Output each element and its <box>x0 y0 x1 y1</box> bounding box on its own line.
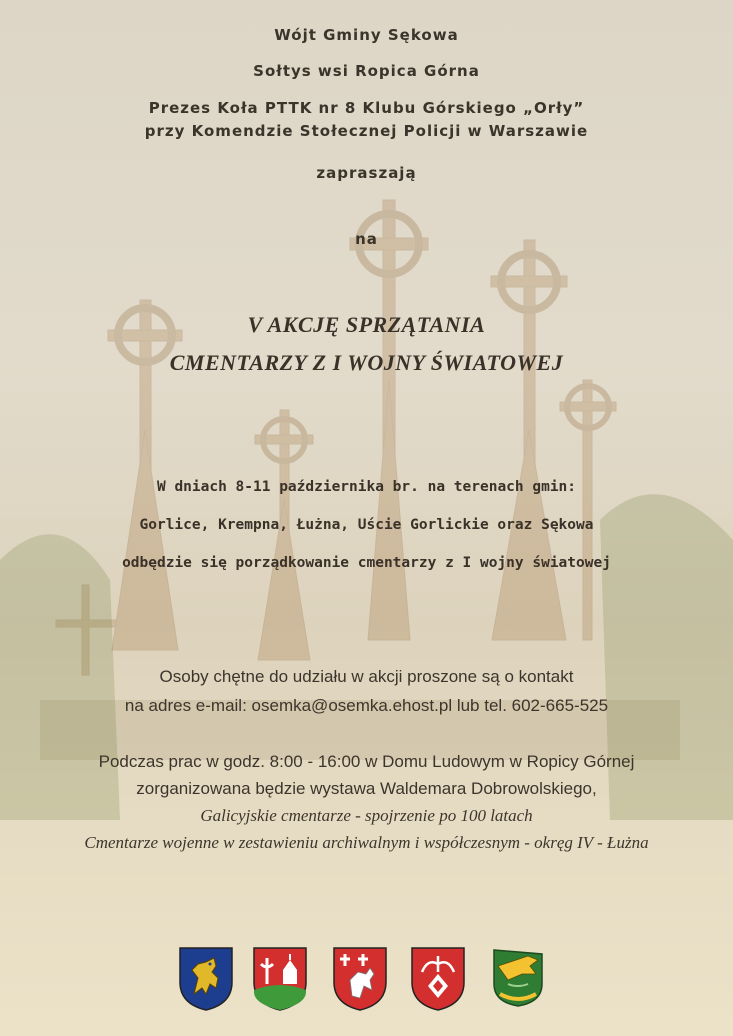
eagle-badge-icon <box>488 944 548 1012</box>
invite-text: zapraszają <box>316 164 417 182</box>
cross-eagle-crest-icon <box>330 944 390 1012</box>
organizer-line-soltys: Sołtys wsi Ropica Górna <box>253 62 480 80</box>
fountain-crest-icon <box>408 944 468 1012</box>
exhibition-line1: Podczas prac w godz. 8:00 - 16:00 w Domu Ludowym w Ropicy Górnej <box>98 752 635 771</box>
lion-crest-icon <box>176 944 236 1012</box>
contact-line1: Osoby chętne do udziału w akcji proszone są o kontakt <box>159 667 574 686</box>
dates-line: W dniach 8-11 października br. na terenach gmin: <box>156 479 577 495</box>
exhibition-line2: zorganizowana będzie wystawa Waldemara Dobrowolskiego, <box>136 779 597 798</box>
event-title-line2: CMENTARZY Z I WOJNY ŚWIATOWEJ <box>169 350 564 375</box>
contact-line2: na adres e-mail: osemka@osemka.ehost.pl lub tel. 602-665-525 <box>124 696 609 715</box>
communes-line: Gorlice, Krempna, Łużna, Uście Gorlickie oraz Sękowa <box>139 517 594 533</box>
organizer-line-police: przy Komendzie Stołecznej Policji w Warszawie <box>144 122 589 140</box>
organizer-line-wojt: Wójt Gminy Sękowa <box>274 26 459 44</box>
exhibition-title1: Galicyjskie cmentarze - spojrzenie po 100 latach <box>200 806 533 825</box>
exhibition-title2: Cmentarze wojenne w zestawieniu archiwalnym i współczesnym - okręg IV - Łużna <box>84 833 649 852</box>
anchor-church-crest-icon <box>250 944 310 1012</box>
cleanup-line: odbędzie się porządkowanie cmentarzy z I wojny światowej <box>122 555 611 571</box>
event-title-line1: V AKCJĘ SPRZĄTANIA <box>247 312 486 337</box>
organizer-line-pttk: Prezes Koła PTTK nr 8 Klubu Górskiego „Orły” <box>148 99 585 117</box>
na-text: na <box>355 230 378 248</box>
coats-of-arms-row <box>0 944 733 1014</box>
